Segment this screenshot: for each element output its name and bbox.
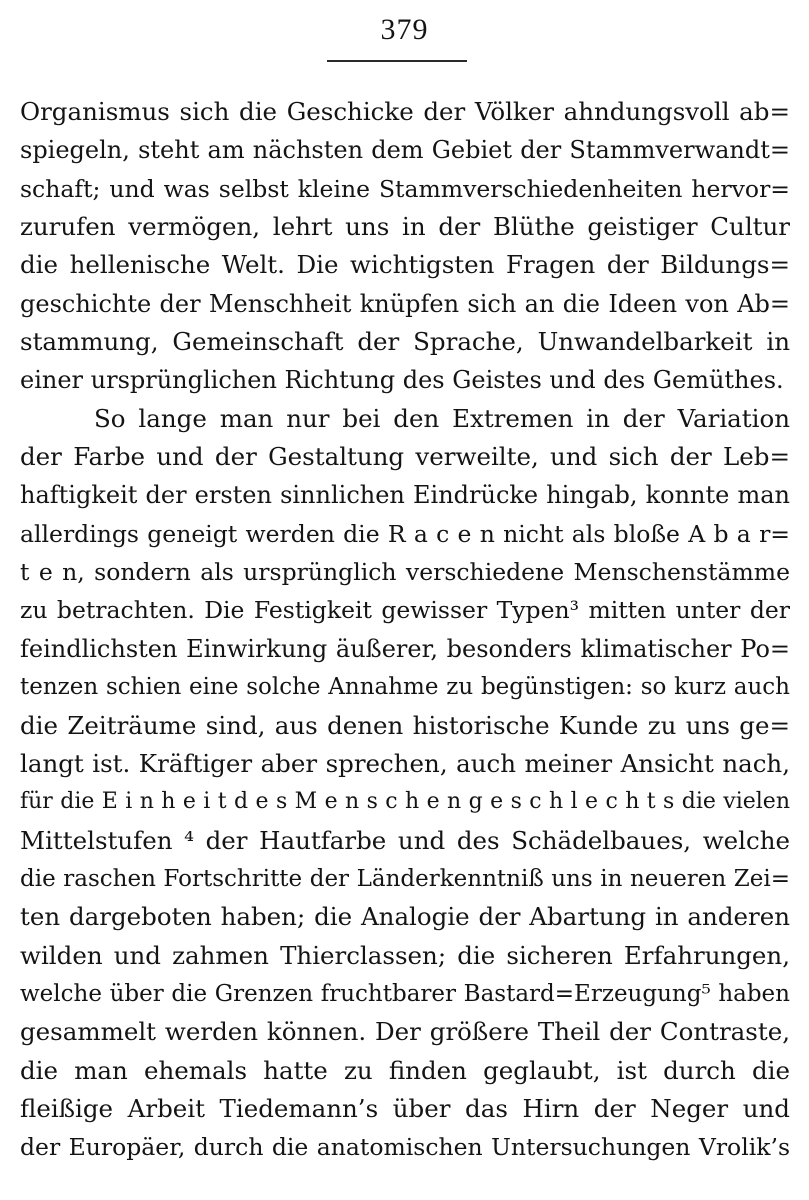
text-line: Organismus sich die Geschicke der Völker ahndungsvoll ab= bbox=[20, 97, 790, 126]
text-line: die Zeiträume sind, aus denen historische Kunde zu uns ge= bbox=[20, 710, 790, 740]
text-line: die hellenische Welt. Die wichtigsten Fragen der Bildungs= bbox=[20, 250, 790, 280]
text-line: die raschen Fortschritte der Länderkenntniß uns in neueren Zei= bbox=[20, 865, 790, 892]
text-line: stammung, Gemeinschaft der Sprache, Unwandelbarkeit in bbox=[20, 327, 790, 357]
text-line: zurufen vermögen, lehrt uns in der Blüthe geistiger Cultur bbox=[20, 212, 790, 242]
text-line: langt ist. Kräftiger aber sprechen, auch meiner Ansicht nach, bbox=[20, 748, 790, 778]
text-line: geschichte der Menschheit knüpfen sich an die Ideen von Ab= bbox=[20, 289, 790, 318]
text-line: welche über die Grenzen fruchtbarer Bastard=Erzeugung⁵ haben bbox=[20, 980, 790, 1007]
text-line: spiegeln, steht am nächsten dem Gebiet der Stammverwandt= bbox=[20, 136, 790, 165]
text-line: t e n, sondern als ursprünglich verschiedene Menschenstämme bbox=[20, 558, 790, 587]
header-rule bbox=[327, 60, 467, 62]
text-line: ten dargeboten haben; die Analogie der Abartung in anderen bbox=[20, 902, 790, 932]
text-line: allerdings geneigt werden die R a c e n nicht als bloße A b a r= bbox=[20, 519, 790, 548]
text-line: tenzen schien eine solche Annahme zu begünstigen: so kurz auch bbox=[20, 674, 790, 701]
text-line: Mittelstufen ⁴ der Hautfarbe und des Schädelbaues, welche bbox=[20, 825, 790, 855]
text-line: die man ehemals hatte zu finden geglaubt, ist durch die bbox=[20, 1055, 790, 1085]
text-line: haftigkeit der ersten sinnlichen Eindrücke hingab, konnte man bbox=[20, 481, 790, 510]
page-number: 379 bbox=[380, 13, 429, 46]
text-line: einer ursprünglichen Richtung des Geistes und des Gemüthes. bbox=[20, 366, 784, 395]
text-line: gesammelt werden können. Der größere Theil der Contraste, bbox=[20, 1017, 790, 1047]
text-line: feindlichsten Einwirkung äußerer, besonders klimatischer Po= bbox=[20, 634, 790, 663]
text-line: der Europäer, durch die anatomischen Untersuchungen Vrolik’s bbox=[20, 1133, 790, 1162]
text-line: wilden und zahmen Thierclassen; die sicheren Erfahrungen, bbox=[20, 940, 790, 970]
text-line: fleißige Arbeit Tiedemann’s über das Hirn der Neger und bbox=[20, 1093, 790, 1123]
text-line: der Farbe und der Gestaltung verweilte, und sich der Leb= bbox=[20, 442, 790, 472]
body-text bbox=[20, 93, 790, 1167]
text-line: für die E i n h e i t d e s M e n s c h e n g e s c h l e c h t s die vielen bbox=[20, 789, 790, 815]
text-line: schaft; und was selbst kleine Stammverschiedenheiten hervor= bbox=[20, 174, 790, 203]
text-line: zu betrachten. Die Festigkeit gewisser Typen³ mitten unter der bbox=[20, 596, 790, 625]
text-line: So lange man nur bei den Extremen in der Variation bbox=[94, 403, 790, 433]
